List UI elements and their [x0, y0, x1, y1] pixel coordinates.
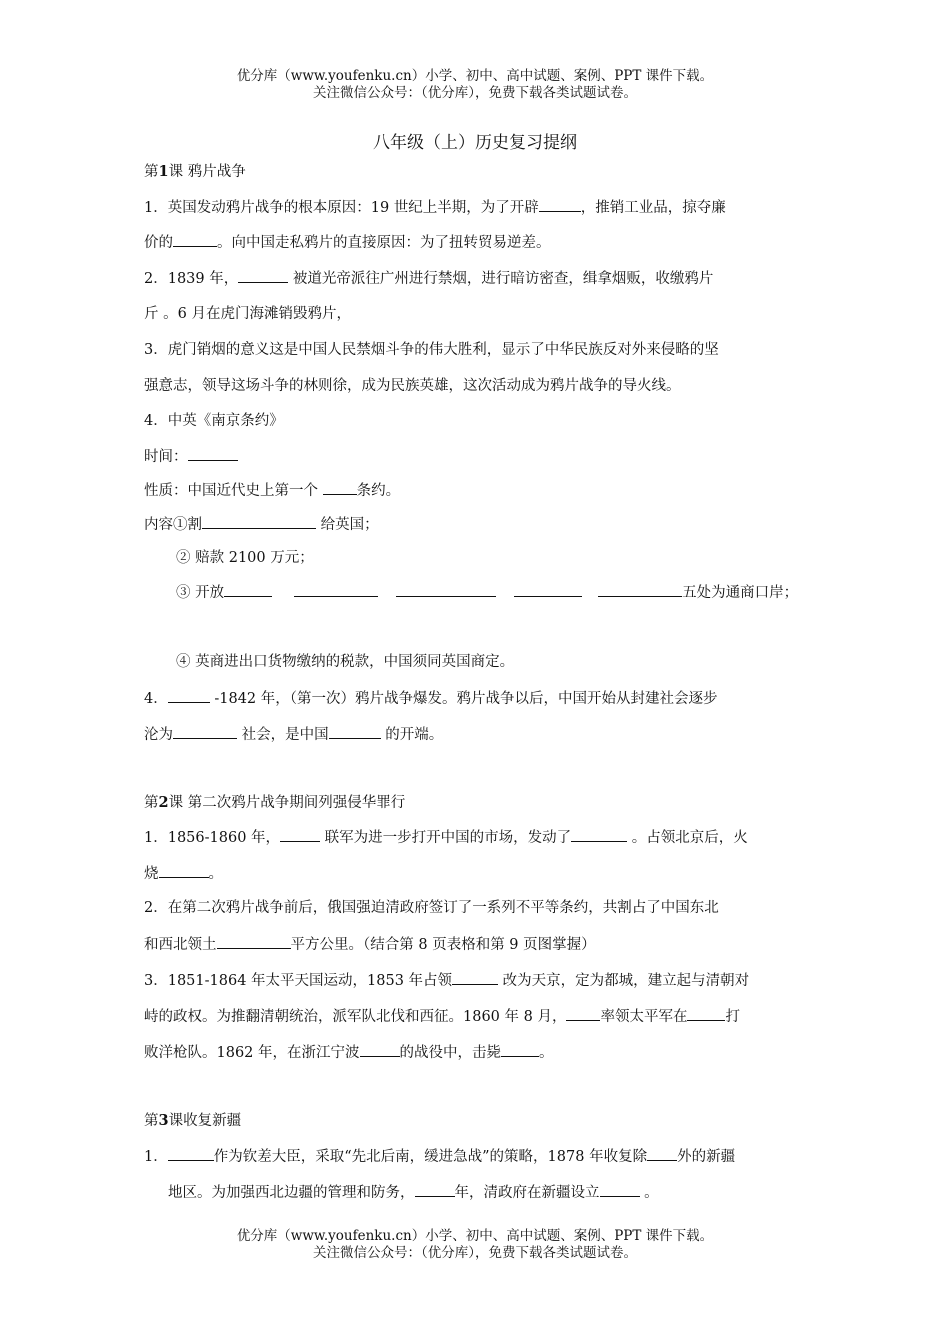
footer-line-1: 优分库（www.youfenku.cn）小学、初中、高中试题、案例、PPT 课件下载。: [236, 1228, 714, 1244]
answer-blank[interactable]: [168, 1146, 214, 1161]
l2-q1-line2: 烧 。: [144, 863, 223, 884]
answer-blank[interactable]: [224, 582, 272, 597]
answer-blank[interactable]: [159, 863, 209, 878]
l1-q5-line2: 沦为 社会，是中国 的开端。: [144, 724, 443, 745]
answer-blank[interactable]: [571, 827, 627, 842]
answer-blank[interactable]: [539, 197, 581, 212]
l1-q2-line1: 2．1839 年， 被道光帝派往广州进行禁烟，进行暗访密查，缉拿烟贩，收缴鸦片: [144, 268, 713, 289]
lesson-1-heading: 第1课 鸦片战争: [144, 163, 246, 180]
l2-q3-line3: 败洋枪队。1862 年，在浙江宁波 的战役中，击毙 。: [144, 1042, 554, 1063]
answer-blank[interactable]: [168, 688, 210, 703]
l1-q4-heading: 4．中英《南京条约》: [144, 413, 284, 429]
lesson-2-heading: 第2课 第二次鸦片战争期间列强侵华罪行: [144, 794, 406, 811]
page-title: 八年级（上）历史复习提纲: [373, 133, 577, 153]
answer-blank[interactable]: [294, 582, 378, 597]
l2-q1-line1: 1．1856-1860 年， 联军为进一步打开中国的市场，发动了 。占领北京后，火: [144, 827, 748, 848]
l2-q2-line1: 2．在第二次鸦片战争前后，俄国强迫清政府签订了一系列不平等条约，共割占了中国东北: [144, 900, 719, 916]
answer-blank[interactable]: [415, 1182, 455, 1197]
header-line-2: 关注微信公众号：（优分库），免费下载各类试题试卷。: [313, 85, 637, 101]
answer-blank[interactable]: [238, 268, 288, 283]
l2-q2-line2: 和西北领土 平方公里。（结合第 8 页表格和第 9 页图掌握）: [144, 934, 596, 955]
answer-blank[interactable]: [202, 514, 316, 529]
footer-line-2: 关注微信公众号：（优分库），免费下载各类试题试卷。: [313, 1245, 637, 1261]
answer-blank[interactable]: [647, 1146, 677, 1161]
l1-q3-line1: 3．虎门销烟的意义这是中国人民禁烟斗争的伟大胜利，显示了中华民族反对外来侵略的坚: [144, 342, 719, 358]
l2-q3-line1: 3．1851-1864 年太平天国运动，1853 年占领 改为天京，定为都城，建立起与清朝对: [144, 970, 749, 991]
l1-content-2: ② 赔款 2100 万元；: [176, 550, 314, 566]
l1-q3-line2: 强意志，领导这场斗争的林则徐，成为民族英雄，这次活动成为鸦片战争的导火线。: [144, 378, 681, 394]
l3-q1-line2: 地区。为加强西北边疆的管理和防务， 年，清政府在新疆设立 。: [168, 1182, 659, 1203]
lesson-3-heading: 第3课收复新疆: [144, 1112, 242, 1129]
l1-nature: 性质：中国近代史上第一个 条约。: [144, 480, 400, 501]
answer-blank[interactable]: [323, 480, 357, 495]
answer-blank[interactable]: [280, 827, 320, 842]
l1-q1-line2: 价的 。向中国走私鸦片的直接原因：为了扭转贸易逆差。: [144, 232, 551, 253]
l1-q5-line1: 4． -1842 年，（第一次）鸦片战争爆发。鸦片战争以后，中国开始从封建社会逐步: [144, 688, 718, 709]
l1-q1-line1: 1．英国发动鸦片战争的根本原因：19 世纪上半期，为了开辟 ，推销工业品，掠夺廉: [144, 197, 726, 218]
l1-content-3: ③ 开放 五处为通商口岸；: [176, 582, 798, 603]
l2-q3-line2: 峙的政权。为推翻清朝统治，派军队北伐和西征。1860 年 8 月， 率领太平军在 打: [144, 1006, 740, 1027]
l1-q2-line2: 斤 。6 月在虎门海滩销毁鸦片，: [144, 306, 351, 322]
header-line-1: 优分库（www.youfenku.cn）小学、初中、高中试题、案例、PPT 课件下载。: [236, 68, 714, 84]
answer-blank[interactable]: [360, 1042, 400, 1057]
answer-blank[interactable]: [600, 1182, 640, 1197]
page-header: [0, 68, 950, 102]
answer-blank[interactable]: [598, 582, 682, 597]
answer-blank[interactable]: [687, 1006, 725, 1021]
answer-blank[interactable]: [188, 446, 238, 461]
l1-content-1: 内容①割 给英国；: [144, 514, 379, 535]
answer-blank[interactable]: [217, 934, 291, 949]
l3-q1-line1: 1． 作为钦差大臣，采取“先北后南，缓进急战”的策略，1878 年收复除 外的新疆: [144, 1146, 735, 1167]
answer-blank[interactable]: [566, 1006, 600, 1021]
answer-blank[interactable]: [501, 1042, 539, 1057]
page-footer: [0, 1228, 950, 1262]
l1-time: 时间：: [144, 446, 238, 467]
l1-content-4: ④ 英商进出口货物缴纳的税款，中国须同英国商定。: [176, 654, 515, 670]
answer-blank[interactable]: [452, 970, 498, 985]
answer-blank[interactable]: [329, 724, 381, 739]
answer-blank[interactable]: [396, 582, 496, 597]
answer-blank[interactable]: [173, 724, 237, 739]
answer-blank[interactable]: [514, 582, 582, 597]
answer-blank[interactable]: [173, 232, 217, 247]
